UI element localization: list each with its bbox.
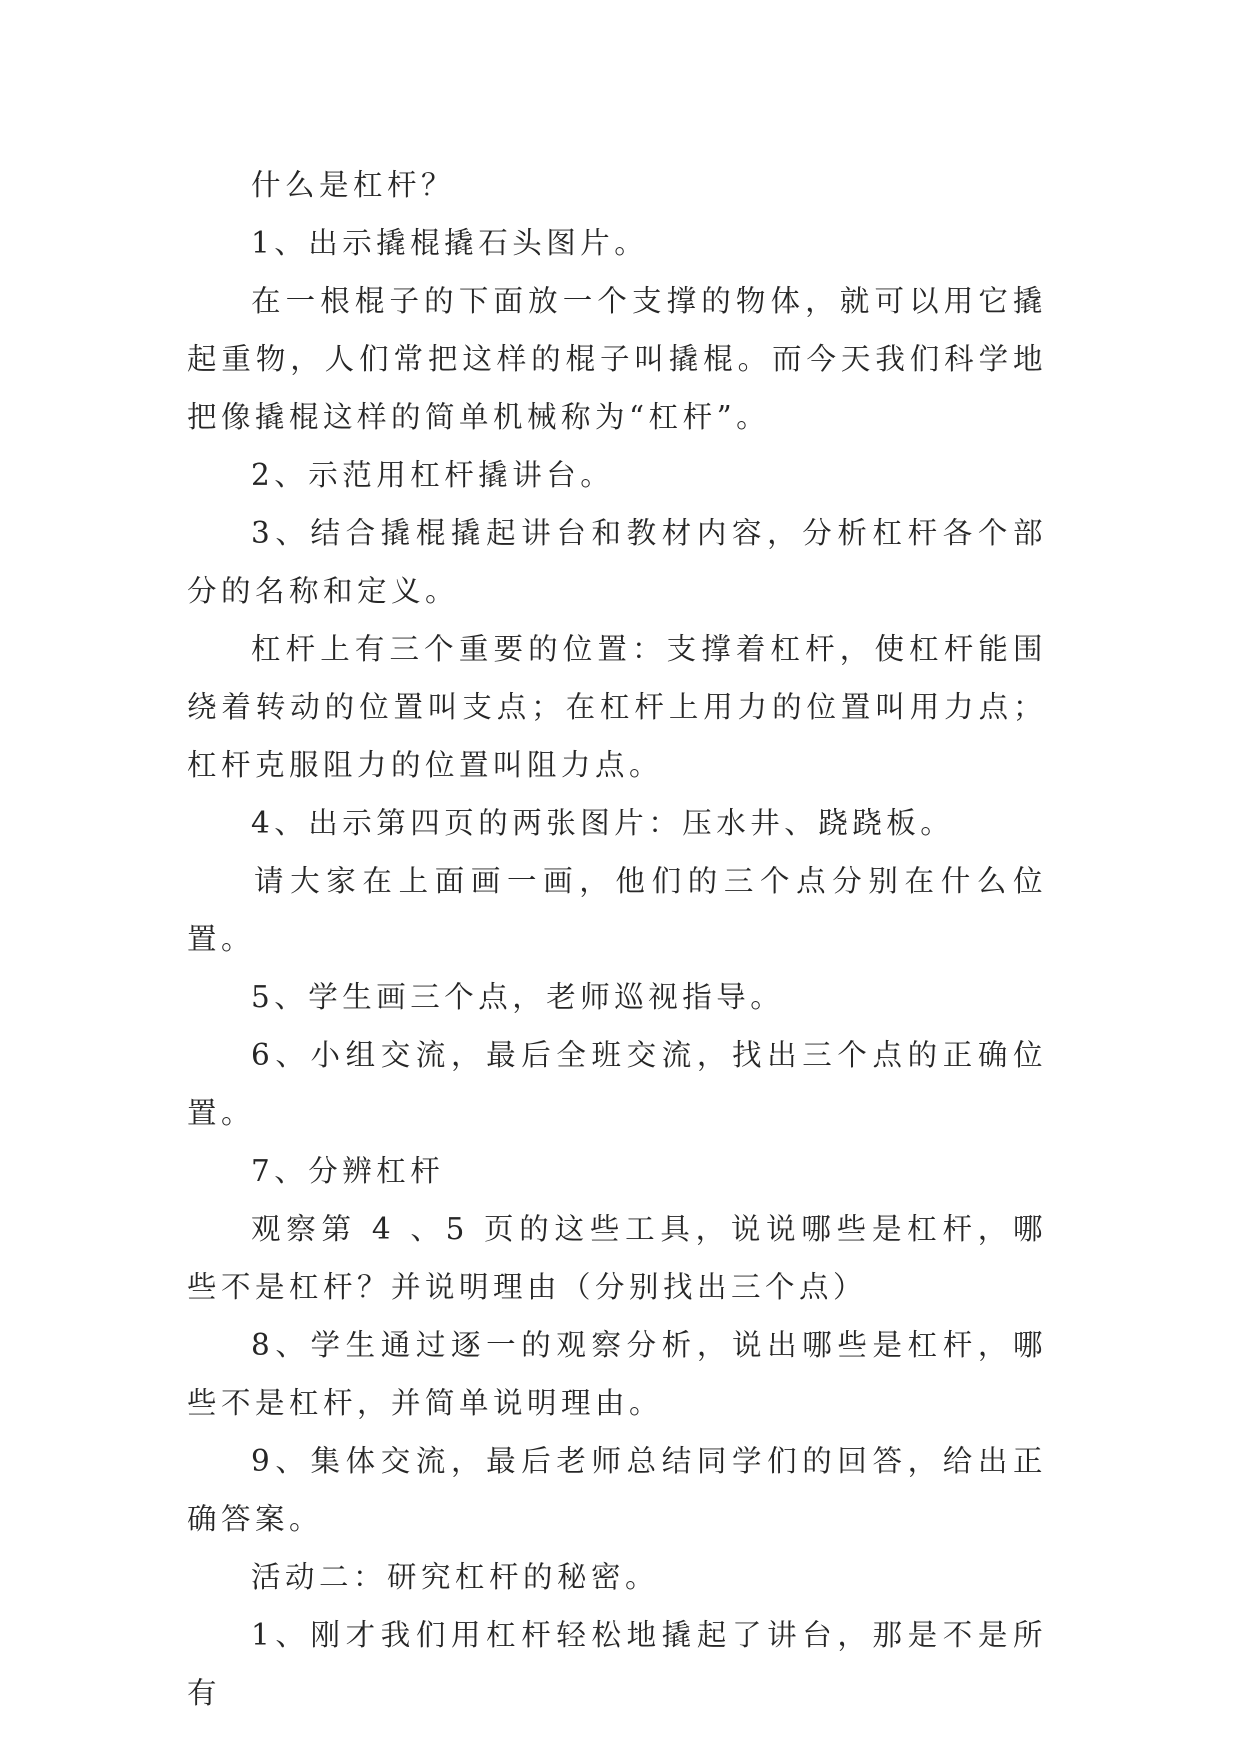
paragraph-step-3: 3、结合撬棍撬起讲台和教材内容，分析杠杆各个部分的名称和定义。 xyxy=(187,516,1047,608)
paragraph-draw-instruction: 请大家在上面画一画，他们的三个点分别在什么位置。 xyxy=(187,864,1047,956)
paragraph-step-5: 5、学生画三个点，老师巡视指导。 xyxy=(251,980,785,1014)
paragraph-heading-what-is-lever: 什么是杠杆？ xyxy=(251,168,456,202)
paragraph-activity-2-step-1: 1、刚才我们用杠杆轻松地撬起了讲台，那是不是所有 xyxy=(187,1618,1047,1710)
paragraph-step-2: 2、示范用杠杆撬讲台。 xyxy=(251,458,615,492)
paragraph-lever-points-definition: 杠杆上有三个重要的位置：支撑着杠杆，使杠杆能围绕着转动的位置叫支点；在杠杆上用力的位置叫用力点；杠杆克服阻力的位置叫阻力点。 xyxy=(187,632,1047,782)
paragraph-step-8: 8、学生通过逐一的观察分析，说出哪些是杠杆，哪些不是杠杆，并简单说明理由。 xyxy=(187,1328,1047,1420)
paragraph-step-1: 1、出示撬棍撬石头图片。 xyxy=(251,226,649,260)
paragraph-step-9: 9、集体交流，最后老师总结同学们的回答，给出正确答案。 xyxy=(187,1444,1047,1536)
document-body xyxy=(187,156,1047,1722)
paragraph-crowbar-explanation: 在一根棍子的下面放一个支撑的物体，就可以用它撬起重物，人们常把这样的棍子叫撬棍。而今天我们科学地把像撬棍这样的简单机械称为“杠杆”。 xyxy=(187,284,1047,434)
paragraph-step-4: 4、出示第四页的两张图片：压水井、跷跷板。 xyxy=(251,806,955,840)
paragraph-observe-tools: 观察第 4 、5 页的这些工具，说说哪些是杠杆，哪些不是杠杆？并说明理由（分别找出三个点） xyxy=(187,1212,1047,1304)
paragraph-step-6: 6、小组交流，最后全班交流，找出三个点的正确位置。 xyxy=(187,1038,1047,1130)
paragraph-activity-2-heading: 活动二：研究杠杆的秘密。 xyxy=(251,1560,660,1594)
paragraph-step-7: 7、分辨杠杆 xyxy=(251,1154,445,1188)
